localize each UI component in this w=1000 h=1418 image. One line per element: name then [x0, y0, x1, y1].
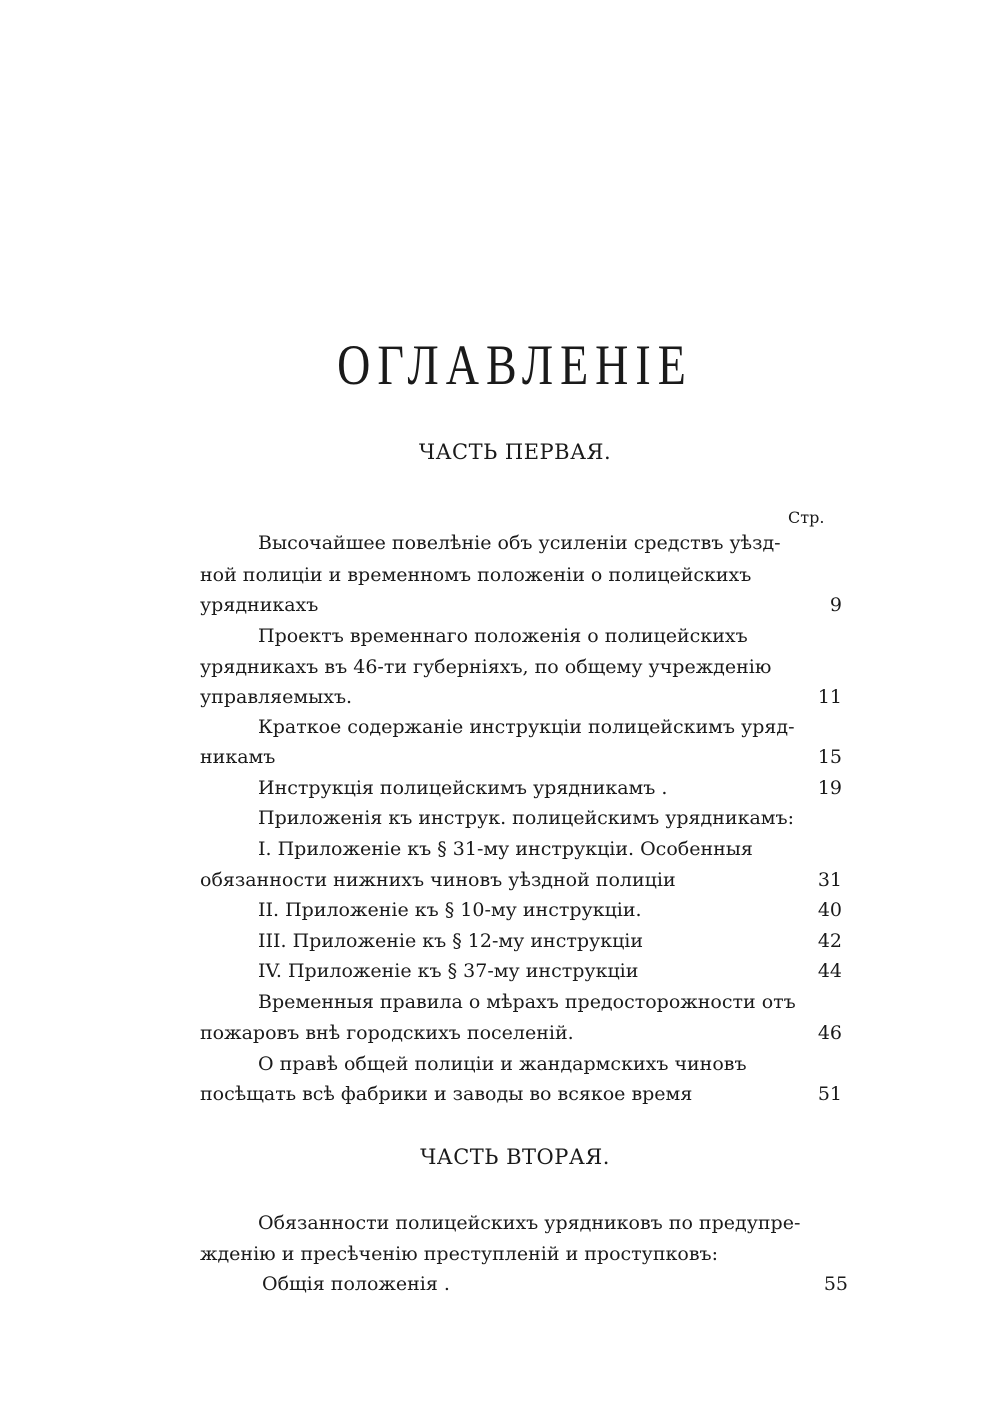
toc-entry-line: обязанности нижнихъ чиновъ уѣздной полиціи — [200, 869, 676, 891]
toc-entry-line: управляемыхъ. — [200, 686, 353, 708]
toc-entry-line: III. Приложеніе къ § 12-му инструкціи — [258, 930, 644, 952]
toc-page-number: 42 — [817, 930, 842, 952]
toc-page-number: 46 — [817, 1022, 842, 1044]
toc-entry-line: О правѣ общей полиціи и жандармскихъ чиновъ — [258, 1053, 747, 1075]
toc-entry-line: II. Приложеніе къ § 10-му инструкціи. — [258, 899, 642, 921]
toc-entry-line: урядникахъ въ 46-ти губерніяхъ, по общему учрежденію — [200, 656, 772, 678]
toc-entry-line: Проектъ временнаго положенія о полицейскихъ — [258, 625, 748, 647]
toc-entry-line: Высочайшее повелѣніе объ усиленіи средствъ уѣзд- — [258, 532, 781, 554]
toc-entry-line: посѣщать всѣ фабрики и заводы во всякое время — [200, 1083, 693, 1105]
toc-entry-line: Инструкція полицейскимъ урядникамъ . — [258, 777, 668, 799]
toc-entry-line: жденію и пресѣченію преступленій и проступковъ: — [200, 1243, 719, 1265]
toc-entry-line: IV. Приложеніе къ § 37-му инструкціи — [258, 960, 639, 982]
toc-page-number: 55 — [823, 1273, 848, 1295]
toc-page-number: 40 — [817, 899, 842, 921]
toc-page-number: 51 — [817, 1083, 842, 1105]
toc-entry-line: Краткое содержаніе инструкціи полицейскимъ уряд- — [258, 716, 795, 738]
toc-page-number: 19 — [817, 777, 842, 799]
toc-entry-line: I. Приложеніе къ § 31-му инструкціи. Особенныя — [258, 838, 753, 860]
toc-entry-line: Временныя правила о мѣрахъ предосторожности отъ — [258, 991, 796, 1013]
toc-entry-line: пожаровъ внѣ городскихъ поселеній. — [200, 1022, 574, 1044]
toc-entry-line: ной полиціи и временномъ положеніи о полицейскихъ — [200, 564, 752, 586]
part-two-heading: ЧАСТЬ ВТОРАЯ. — [420, 1145, 610, 1169]
toc-page-number: 9 — [829, 594, 842, 616]
toc-page-number: 31 — [817, 869, 842, 891]
toc-entry-line: Общія положенія . — [262, 1273, 450, 1295]
toc-page-number: 11 — [817, 686, 842, 708]
toc-entry-line: Приложенія къ инструк. полицейскимъ урядникамъ: — [258, 807, 795, 829]
part-one-heading: ЧАСТЬ ПЕРВАЯ. — [418, 440, 612, 464]
toc-page-number: 15 — [817, 746, 842, 768]
toc-entry-line: урядникахъ — [200, 594, 319, 616]
toc-entry-line: никамъ — [200, 746, 276, 768]
page-title: ОГЛАВЛЕНІЕ — [337, 332, 693, 397]
page-column-label: Стр. — [788, 508, 825, 527]
toc-page-number: 44 — [817, 960, 842, 982]
toc-entry-line: Обязанности полицейскихъ урядниковъ по предупре- — [258, 1212, 801, 1234]
